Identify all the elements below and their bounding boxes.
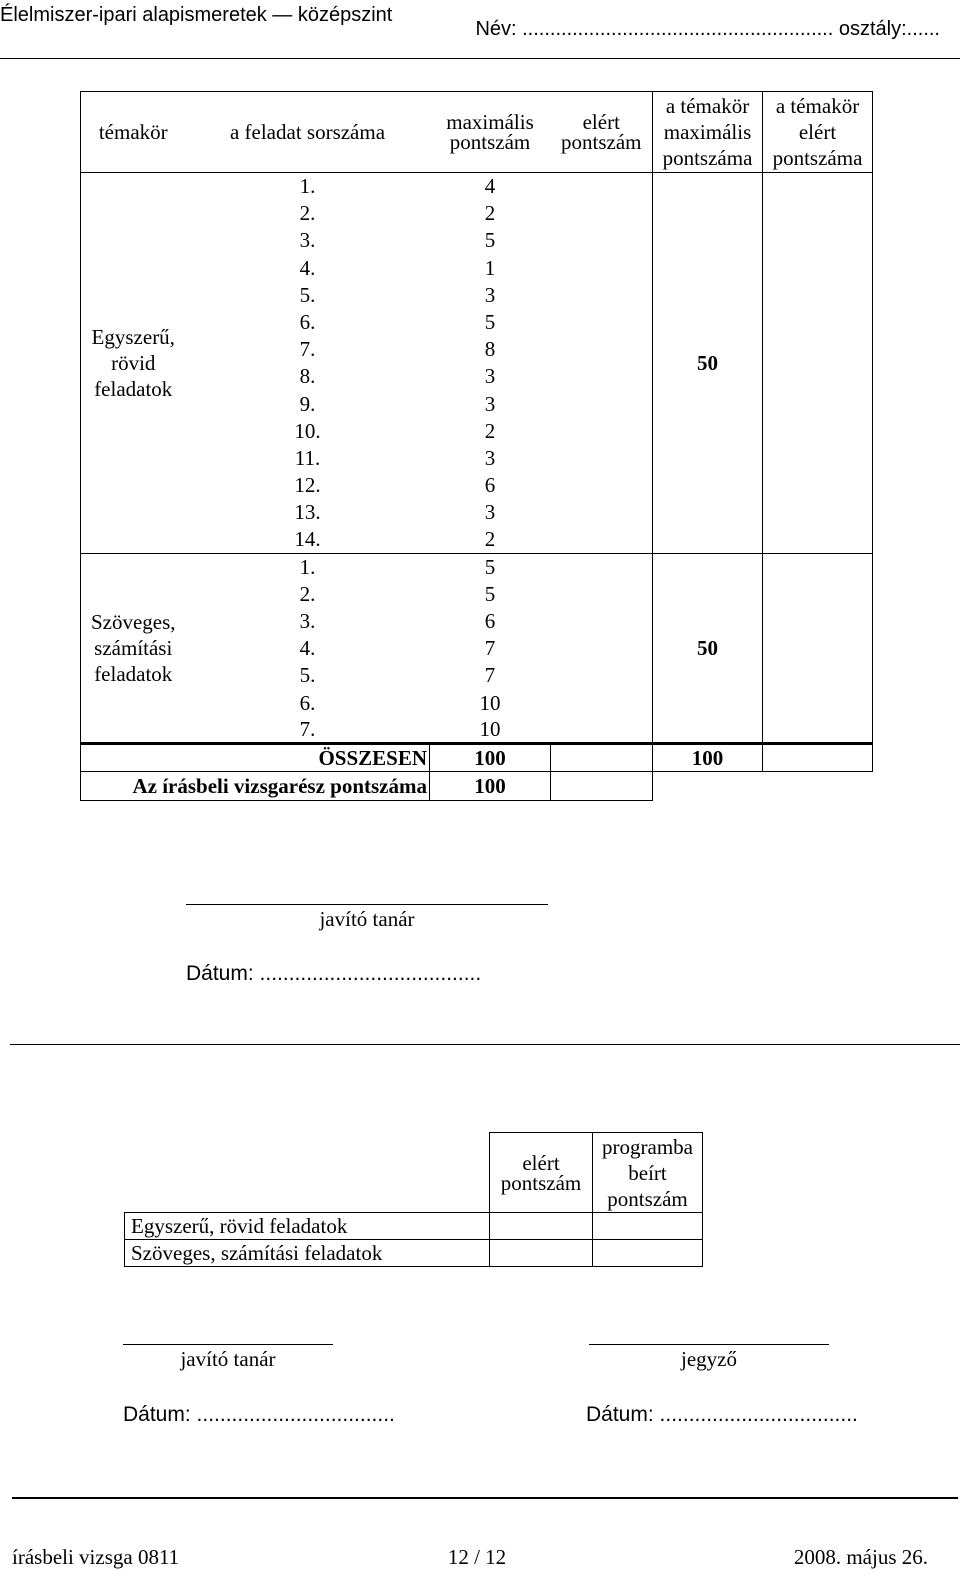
- achieved-points-cell[interactable]: [551, 390, 653, 417]
- achieved-points-cell[interactable]: [551, 281, 653, 308]
- signature-line-corrector-2: [123, 1344, 333, 1345]
- task-number: 1.: [299, 554, 316, 579]
- group-name-short: Egyszerű, rövid feladatok: [81, 173, 186, 554]
- max-points: 5: [484, 228, 496, 253]
- written-score-max: 100: [430, 771, 551, 800]
- entry-header-achieved: elért pontszám: [490, 1133, 593, 1213]
- header-achieved-points: elért pontszám: [551, 92, 653, 173]
- table-row: [81, 553, 873, 580]
- total-row: [81, 743, 873, 771]
- task-number: 7.: [299, 337, 316, 362]
- achieved-points-cell[interactable]: [551, 200, 653, 227]
- achieved-points-cell[interactable]: [551, 499, 653, 526]
- task-number: 13.: [294, 500, 321, 525]
- entry-row: [125, 1240, 703, 1267]
- achieved-points-cell[interactable]: [551, 553, 653, 580]
- achieved-points-cell[interactable]: [551, 716, 653, 743]
- total-topic-max: 100: [653, 743, 763, 771]
- header-topic: témakör: [81, 92, 186, 173]
- total-max: 100: [430, 743, 551, 771]
- max-points: 8: [484, 337, 496, 362]
- achieved-points-cell[interactable]: [551, 635, 653, 662]
- max-points: 3: [484, 364, 496, 389]
- footer-page-number: 12 / 12: [447, 1545, 507, 1569]
- max-points: 10: [479, 717, 501, 742]
- total-achieved[interactable]: [551, 743, 653, 771]
- group-name-text: Szöveges, számítási feladatok: [81, 553, 186, 743]
- achieved-points-cell[interactable]: [551, 444, 653, 471]
- entry-header-entered: programba beírt pontszám: [593, 1133, 703, 1213]
- header-max-points: maximális pontszám: [430, 92, 551, 173]
- task-number: 4.: [299, 636, 316, 661]
- task-number: 4.: [299, 255, 316, 280]
- entry-achieved-cell[interactable]: [490, 1240, 593, 1267]
- written-score-label: Az írásbeli vizsgarész pontszáma: [81, 771, 430, 800]
- achieved-points-cell[interactable]: [551, 336, 653, 363]
- table-row: [81, 173, 873, 200]
- achieved-points-cell[interactable]: [551, 689, 653, 716]
- footer-date: 2008. május 26.: [793, 1545, 928, 1569]
- task-number: 8.: [299, 364, 316, 389]
- achieved-points-cell[interactable]: [551, 472, 653, 499]
- max-points: 7: [484, 636, 496, 661]
- achieved-points-cell[interactable]: [551, 227, 653, 254]
- max-points: 10: [479, 690, 501, 715]
- footer-exam-code: írásbeli vizsga 0811: [12, 1545, 180, 1569]
- total-label: ÖSSZESEN: [81, 743, 430, 771]
- total-topic-achieved[interactable]: [763, 743, 873, 771]
- header-topic-max: a témakör maximális pontszáma: [653, 92, 763, 173]
- max-points: 2: [484, 201, 496, 226]
- task-number: 14.: [186, 526, 430, 553]
- task-number: 10.: [294, 418, 321, 443]
- written-score-row: [81, 771, 873, 800]
- section-divider: [10, 1044, 960, 1045]
- task-number: 5.: [299, 282, 316, 307]
- header-name-class: Név: ........................................................ osztály:......: [475, 18, 940, 40]
- max-points: 6: [484, 473, 496, 498]
- max-points: 5: [484, 581, 496, 606]
- entry-header-row: [125, 1133, 703, 1213]
- task-number: 5.: [299, 663, 316, 688]
- max-points: 4: [484, 174, 496, 199]
- task-number: 9.: [299, 391, 316, 416]
- achieved-points-cell[interactable]: [551, 308, 653, 335]
- signature-line-registrar: [589, 1344, 829, 1345]
- topic-max-text: 50: [653, 553, 763, 743]
- achieved-points-cell[interactable]: [551, 526, 653, 553]
- score-table: [80, 91, 873, 801]
- task-number: 7.: [299, 717, 316, 742]
- signature-line-corrector: [186, 904, 548, 905]
- header-divider: [0, 58, 960, 59]
- footer-divider: [12, 1497, 958, 1499]
- header-subject: Élelmiszer-ipari alapismeretek — középszint: [0, 4, 393, 26]
- table-header-row: [81, 92, 873, 173]
- entry-entered-cell[interactable]: [593, 1213, 703, 1240]
- entry-achieved-cell[interactable]: [490, 1213, 593, 1240]
- task-number: 11.: [294, 445, 321, 470]
- max-points: 7: [484, 663, 496, 688]
- task-number: 6.: [299, 310, 316, 335]
- task-number: 6.: [299, 690, 316, 715]
- written-score-achieved[interactable]: [551, 771, 653, 800]
- entry-entered-cell[interactable]: [593, 1240, 703, 1267]
- achieved-points-cell[interactable]: [551, 580, 653, 607]
- corrector-date: Dátum: ......................................: [186, 962, 482, 985]
- topic-achieved-text[interactable]: [763, 553, 873, 743]
- max-points: 5: [484, 310, 496, 335]
- max-points: 3: [484, 282, 496, 307]
- achieved-points-cell[interactable]: [551, 254, 653, 281]
- task-number: 2.: [299, 201, 316, 226]
- max-points: 5: [484, 554, 496, 579]
- header-task-number: a feladat sorszáma: [186, 92, 430, 173]
- max-points: 3: [484, 500, 496, 525]
- corrector-label: javító tanár: [319, 907, 415, 931]
- task-number: 1.: [299, 174, 316, 199]
- max-points: 3: [484, 391, 496, 416]
- task-number: 3.: [299, 228, 316, 253]
- topic-max-short: 50: [653, 173, 763, 554]
- topic-achieved-short[interactable]: [763, 173, 873, 554]
- achieved-points-cell[interactable]: [551, 417, 653, 444]
- max-points: 3: [484, 445, 496, 470]
- achieved-points-cell[interactable]: [551, 662, 653, 689]
- task-number: 3.: [299, 609, 316, 634]
- task-number: 2.: [299, 581, 316, 606]
- achieved-points-cell[interactable]: [551, 173, 653, 200]
- corrector-date-2: Dátum: ..................................: [123, 1403, 395, 1426]
- max-points: 1: [484, 255, 496, 280]
- max-points: 2: [430, 526, 551, 553]
- max-points: 6: [484, 609, 496, 634]
- entry-row-label: Egyszerű, rövid feladatok: [125, 1213, 490, 1240]
- header-topic-achieved: a témakör elért pontszáma: [763, 92, 873, 173]
- max-points: 2: [484, 418, 496, 443]
- registrar-date: Dátum: ..................................: [586, 1403, 858, 1426]
- task-number: 12.: [294, 473, 321, 498]
- achieved-points-cell[interactable]: [551, 608, 653, 635]
- entry-row-label: Szöveges, számítási feladatok: [125, 1240, 490, 1267]
- entry-row: [125, 1213, 703, 1240]
- corrector-label-2: javító tanár: [180, 1347, 276, 1371]
- achieved-points-cell[interactable]: [551, 363, 653, 390]
- registrar-label: jegyző: [681, 1347, 737, 1371]
- entry-table: [124, 1132, 703, 1267]
